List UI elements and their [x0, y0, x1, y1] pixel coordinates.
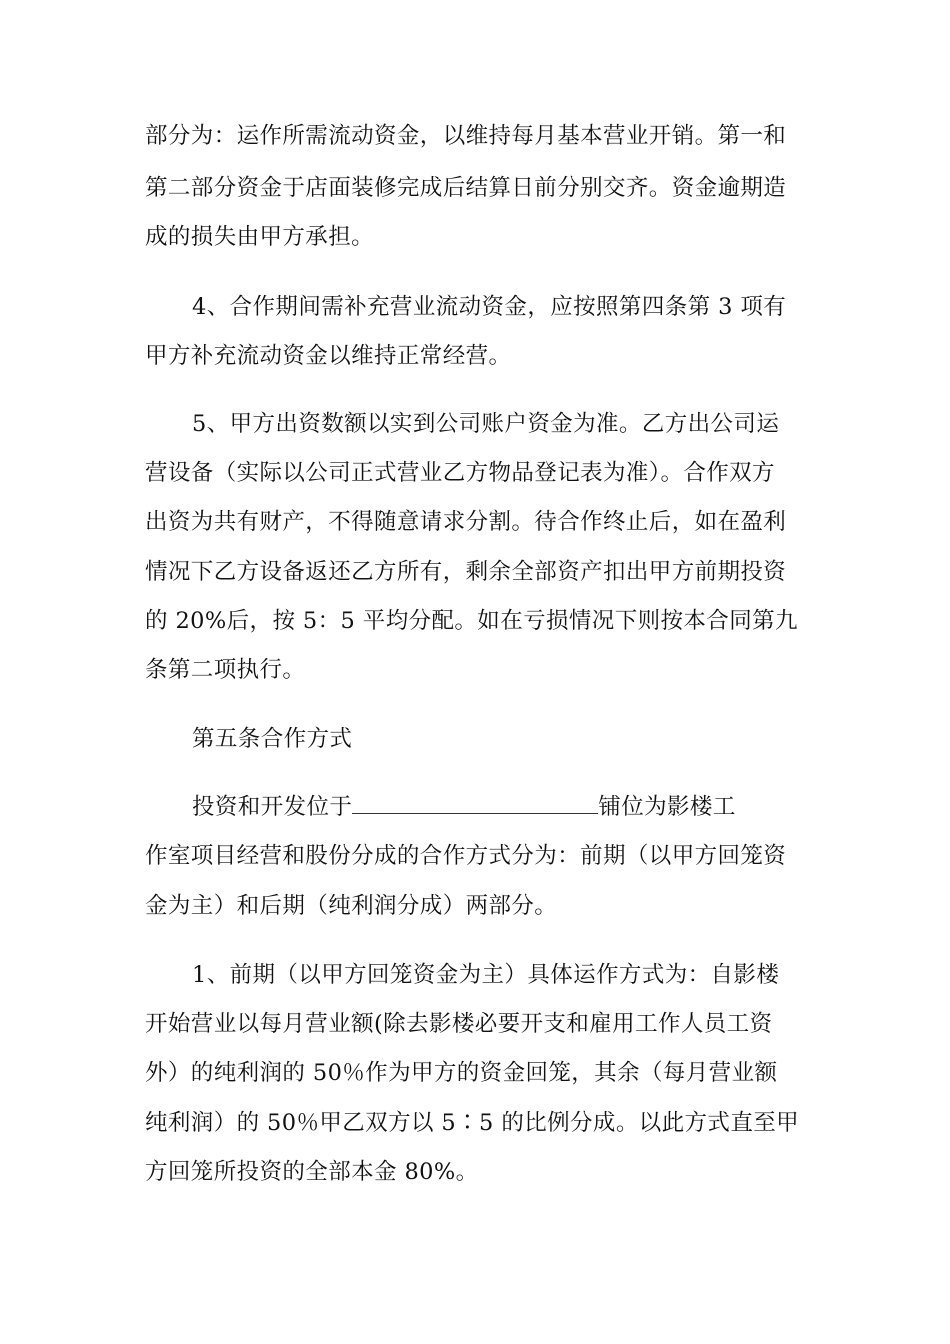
paragraph-line: 作室项目经营和股份分成的合作方式分为：前期（以甲方回笼资 [145, 843, 787, 869]
paragraph-line: 情况下乙方设备返还乙方所有，剩余全部资产扣出甲方前期投资 [145, 559, 787, 585]
paragraph-line: 5、甲方出资数额以实到公司账户资金为准。乙方出公司运 [192, 411, 780, 437]
paragraph-line: 成的损失由甲方承担。 [145, 224, 375, 250]
paragraph-line: 4、合作期间需补充营业流动资金，应按照第四条第 3 项有 [192, 294, 787, 320]
fill-in-blank [352, 793, 598, 814]
paragraph-line: 1、前期（以甲方回笼资金为主）具体运作方式为：自影楼 [192, 962, 780, 988]
paragraph-line: 金为主）和后期（纯利润分成）两部分。 [145, 893, 558, 919]
paragraph-line-with-blank [192, 793, 862, 821]
paragraph-line: 部分为：运作所需流动资金，以维持每月基本营业开销。第一和 [145, 123, 787, 149]
paragraph-text-before-blank: 投资和开发位于 [192, 794, 353, 820]
paragraph-line: 外）的纯利润的 50％作为甲方的资金回笼，其余（每月营业额 [145, 1060, 778, 1086]
paragraph-line: 方回笼所投资的全部本金 80%。 [145, 1159, 479, 1185]
paragraph-line: 出资为共有财产，不得随意请求分割。待合作终止后，如在盈利 [145, 509, 787, 535]
paragraph-line: 营设备（实际以公司正式营业乙方物品登记表为准）。合作双方 [145, 460, 775, 486]
paragraph-line: 甲方补充流动资金以维持正常经营。 [145, 343, 512, 369]
paragraph-line: 的 20%后，按 5：5 平均分配。如在亏损情况下则按本合同第九 [145, 608, 798, 634]
paragraph-line: 条第二项执行。 [145, 657, 306, 683]
paragraph-text-after-blank: 铺位为影楼工 [598, 794, 736, 820]
section-heading: 第五条合作方式 [192, 726, 353, 752]
paragraph-line: 第二部分资金于店面装修完成后结算日前分别交齐。资金逾期造 [145, 175, 787, 201]
paragraph-line: 纯利润）的 50％甲乙双方以 5∶5 的比例分成。以此方式直至甲 [145, 1110, 800, 1136]
paragraph-line: 开始营业以每月营业额(除去影楼必要开支和雇用工作人员工资 [145, 1011, 773, 1037]
